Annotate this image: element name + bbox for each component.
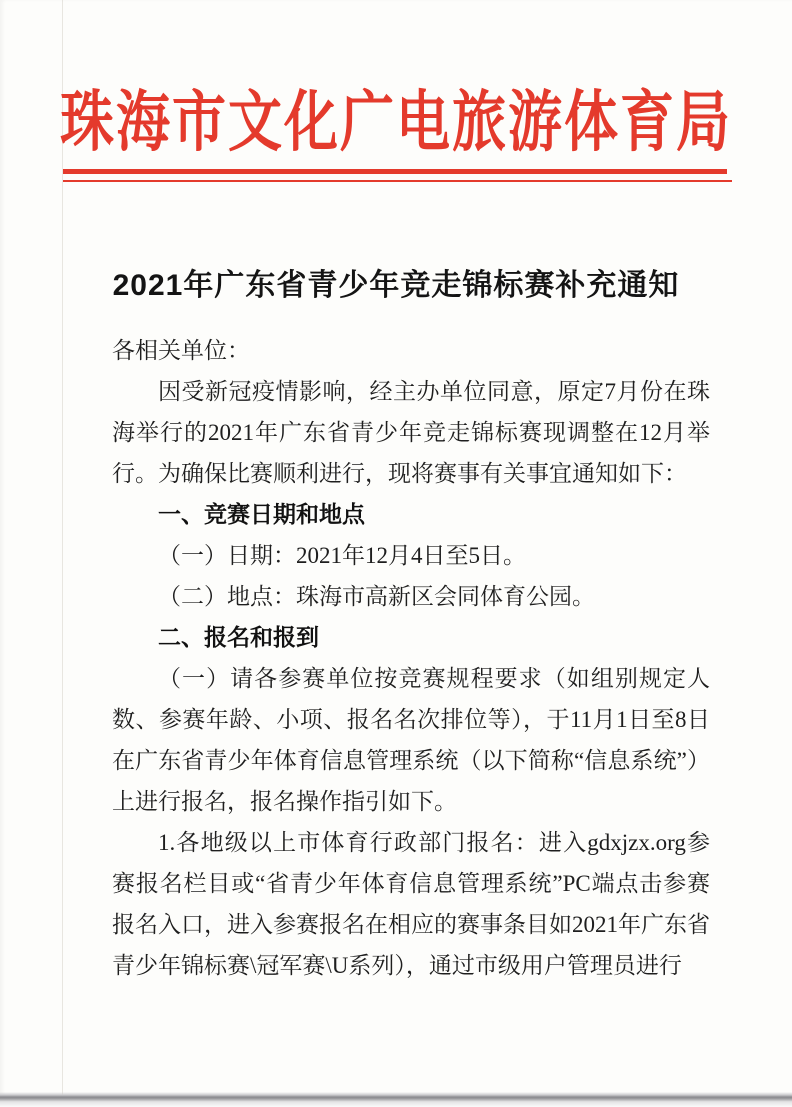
paragraph-registration-steps: 1.各地级以上市体育行政部门报名：进入gdxjzx.org参赛报名栏目或“省青少年体育信息管理系统”PC端点击参赛报名入口，进入参赛报名在相应的赛事条目如2021年广东省青少年锦标赛\冠军赛\U系列），通过市级用户管理员进行 [112,830,710,978]
item-date: （一）日期：2021年12月4日至5日。 [158,543,526,568]
letterhead-rule-thin [63,180,732,182]
section-heading-registration: 二、报名和报到 [158,624,319,650]
agency-title: 珠海市文化广电旅游体育局 [60,85,732,160]
document-body [112,330,710,986]
scan-bottom-edge [0,1092,792,1107]
section-heading-competition-date-venue: 一、竞赛日期和地点 [158,501,365,527]
letterhead-rule-thick [63,169,727,174]
scan-fold-line [62,0,63,1107]
salutation: 各相关单位： [112,338,250,363]
document-title: 2021年广东省青少年竞走锦标赛补充通知 [112,269,680,302]
paragraph-registration-requirements: （一）请各参赛单位按竞赛规程要求（如组别规定人数、参赛年龄、小项、报名名次排位等），于11月1日至8日在广东省青少年体育信息管理系统（以下简称“信息系统”）上进行报名，报名操作指引如下。 [112,666,710,814]
item-venue: （二）地点：珠海市高新区会同体育公园。 [158,584,595,609]
paragraph-intro: 因受新冠疫情影响，经主办单位同意，原定7月份在珠海举行的2021年广东省青少年竞走锦标赛现调整在12月举行。为确保比赛顺利进行，现将赛事有关事宜通知如下： [112,379,710,486]
